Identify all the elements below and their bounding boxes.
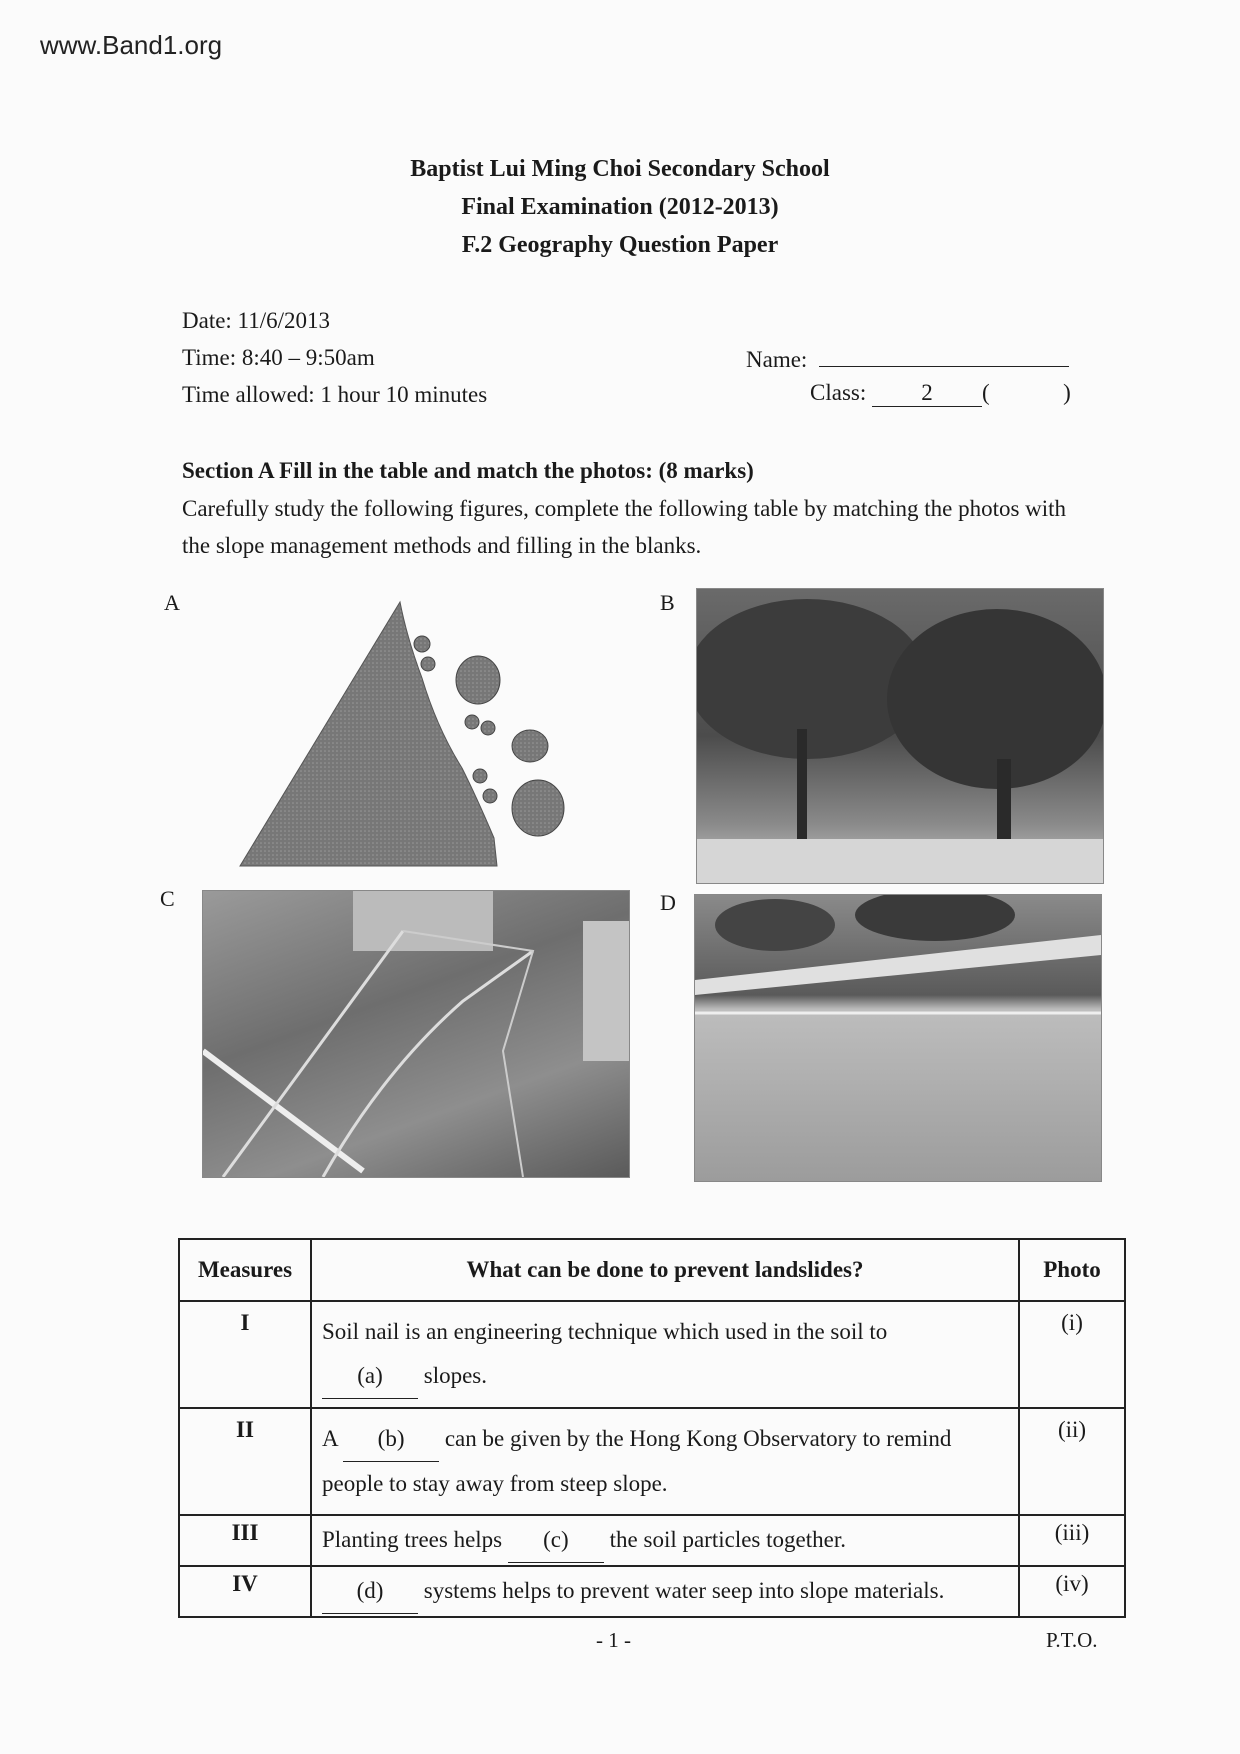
measure-label: III (179, 1515, 311, 1566)
photo-cell: (iv) (1019, 1566, 1125, 1617)
class-value: 2 (872, 380, 982, 407)
table-row (179, 1515, 1125, 1566)
class-field (810, 380, 1071, 407)
section-title: Section A Fill in the table and match the photos: (8 marks) (182, 458, 754, 483)
name-field (746, 344, 1069, 373)
measure-label: I (179, 1301, 311, 1408)
blank-a: (a) (322, 1354, 418, 1399)
photo-cell: (iii) (1019, 1515, 1125, 1566)
question-text: systems helps to prevent water seep into slope materials. (423, 1578, 945, 1603)
exam-title: Final Examination (2012-2013) (461, 194, 779, 220)
question-cell (311, 1515, 1019, 1566)
watermark: www.Band1.org (40, 30, 223, 60)
question-cell (311, 1408, 1019, 1515)
question-text: A (322, 1426, 338, 1451)
question-text: Planting trees helps (322, 1527, 503, 1552)
question-text: slopes. (423, 1363, 487, 1388)
question-text: can be given by the Hong Kong Observatory to remind people to stay away from steep slope. (322, 1426, 952, 1496)
question-text: Soil nail is an engineering technique which used in the soil to (322, 1319, 888, 1344)
section-instructions: Carefully study the following figures, complete the following table by matching the photos with the slope management methods and filling in the blanks. (182, 496, 1067, 558)
figure-label-b: B (660, 590, 675, 615)
class-label: Class: (810, 380, 867, 405)
figure-d-photo (694, 894, 1102, 1182)
figure-a-diagram (232, 598, 612, 868)
name-blank (819, 344, 1069, 367)
school-name: Baptist Lui Ming Choi Secondary School (410, 156, 830, 182)
blank-d: (d) (322, 1569, 418, 1614)
header-photo: Photo (1019, 1239, 1125, 1301)
blank-b: (b) (343, 1417, 439, 1462)
blank-c: (c) (508, 1518, 604, 1563)
question-cell (311, 1301, 1019, 1408)
table-header-row (179, 1239, 1125, 1301)
class-paren-close: ) (1063, 380, 1071, 405)
header-measures: Measures (179, 1239, 311, 1301)
measure-label: II (179, 1408, 311, 1515)
table-row (179, 1301, 1125, 1408)
exam-date: Date: 11/6/2013 (182, 308, 330, 333)
class-paren-open: ( (981, 380, 990, 405)
header-question: What can be done to prevent landslides? (311, 1239, 1019, 1301)
figure-label-c: C (160, 886, 175, 911)
table-row (179, 1408, 1125, 1515)
figure-label-a: A (164, 590, 180, 615)
figure-c-photo (202, 890, 630, 1178)
figure-label-d: D (660, 890, 676, 915)
photo-cell: (ii) (1019, 1408, 1125, 1515)
figure-b-photo (696, 588, 1104, 884)
pto-label: P.T.O. (1046, 1628, 1098, 1652)
page-number: - 1 - (596, 1628, 631, 1652)
question-cell (311, 1566, 1019, 1617)
photo-cell: (i) (1019, 1301, 1125, 1408)
exam-time: Time: 8:40 – 9:50am (182, 345, 375, 370)
question-text: the soil particles together. (609, 1527, 846, 1552)
measure-label: IV (179, 1566, 311, 1617)
paper-title: F.2 Geography Question Paper (461, 232, 779, 258)
table-row (179, 1566, 1125, 1617)
measures-table (178, 1238, 1126, 1618)
time-allowed: Time allowed: 1 hour 10 minutes (182, 382, 488, 407)
name-label: Name: (746, 347, 808, 372)
